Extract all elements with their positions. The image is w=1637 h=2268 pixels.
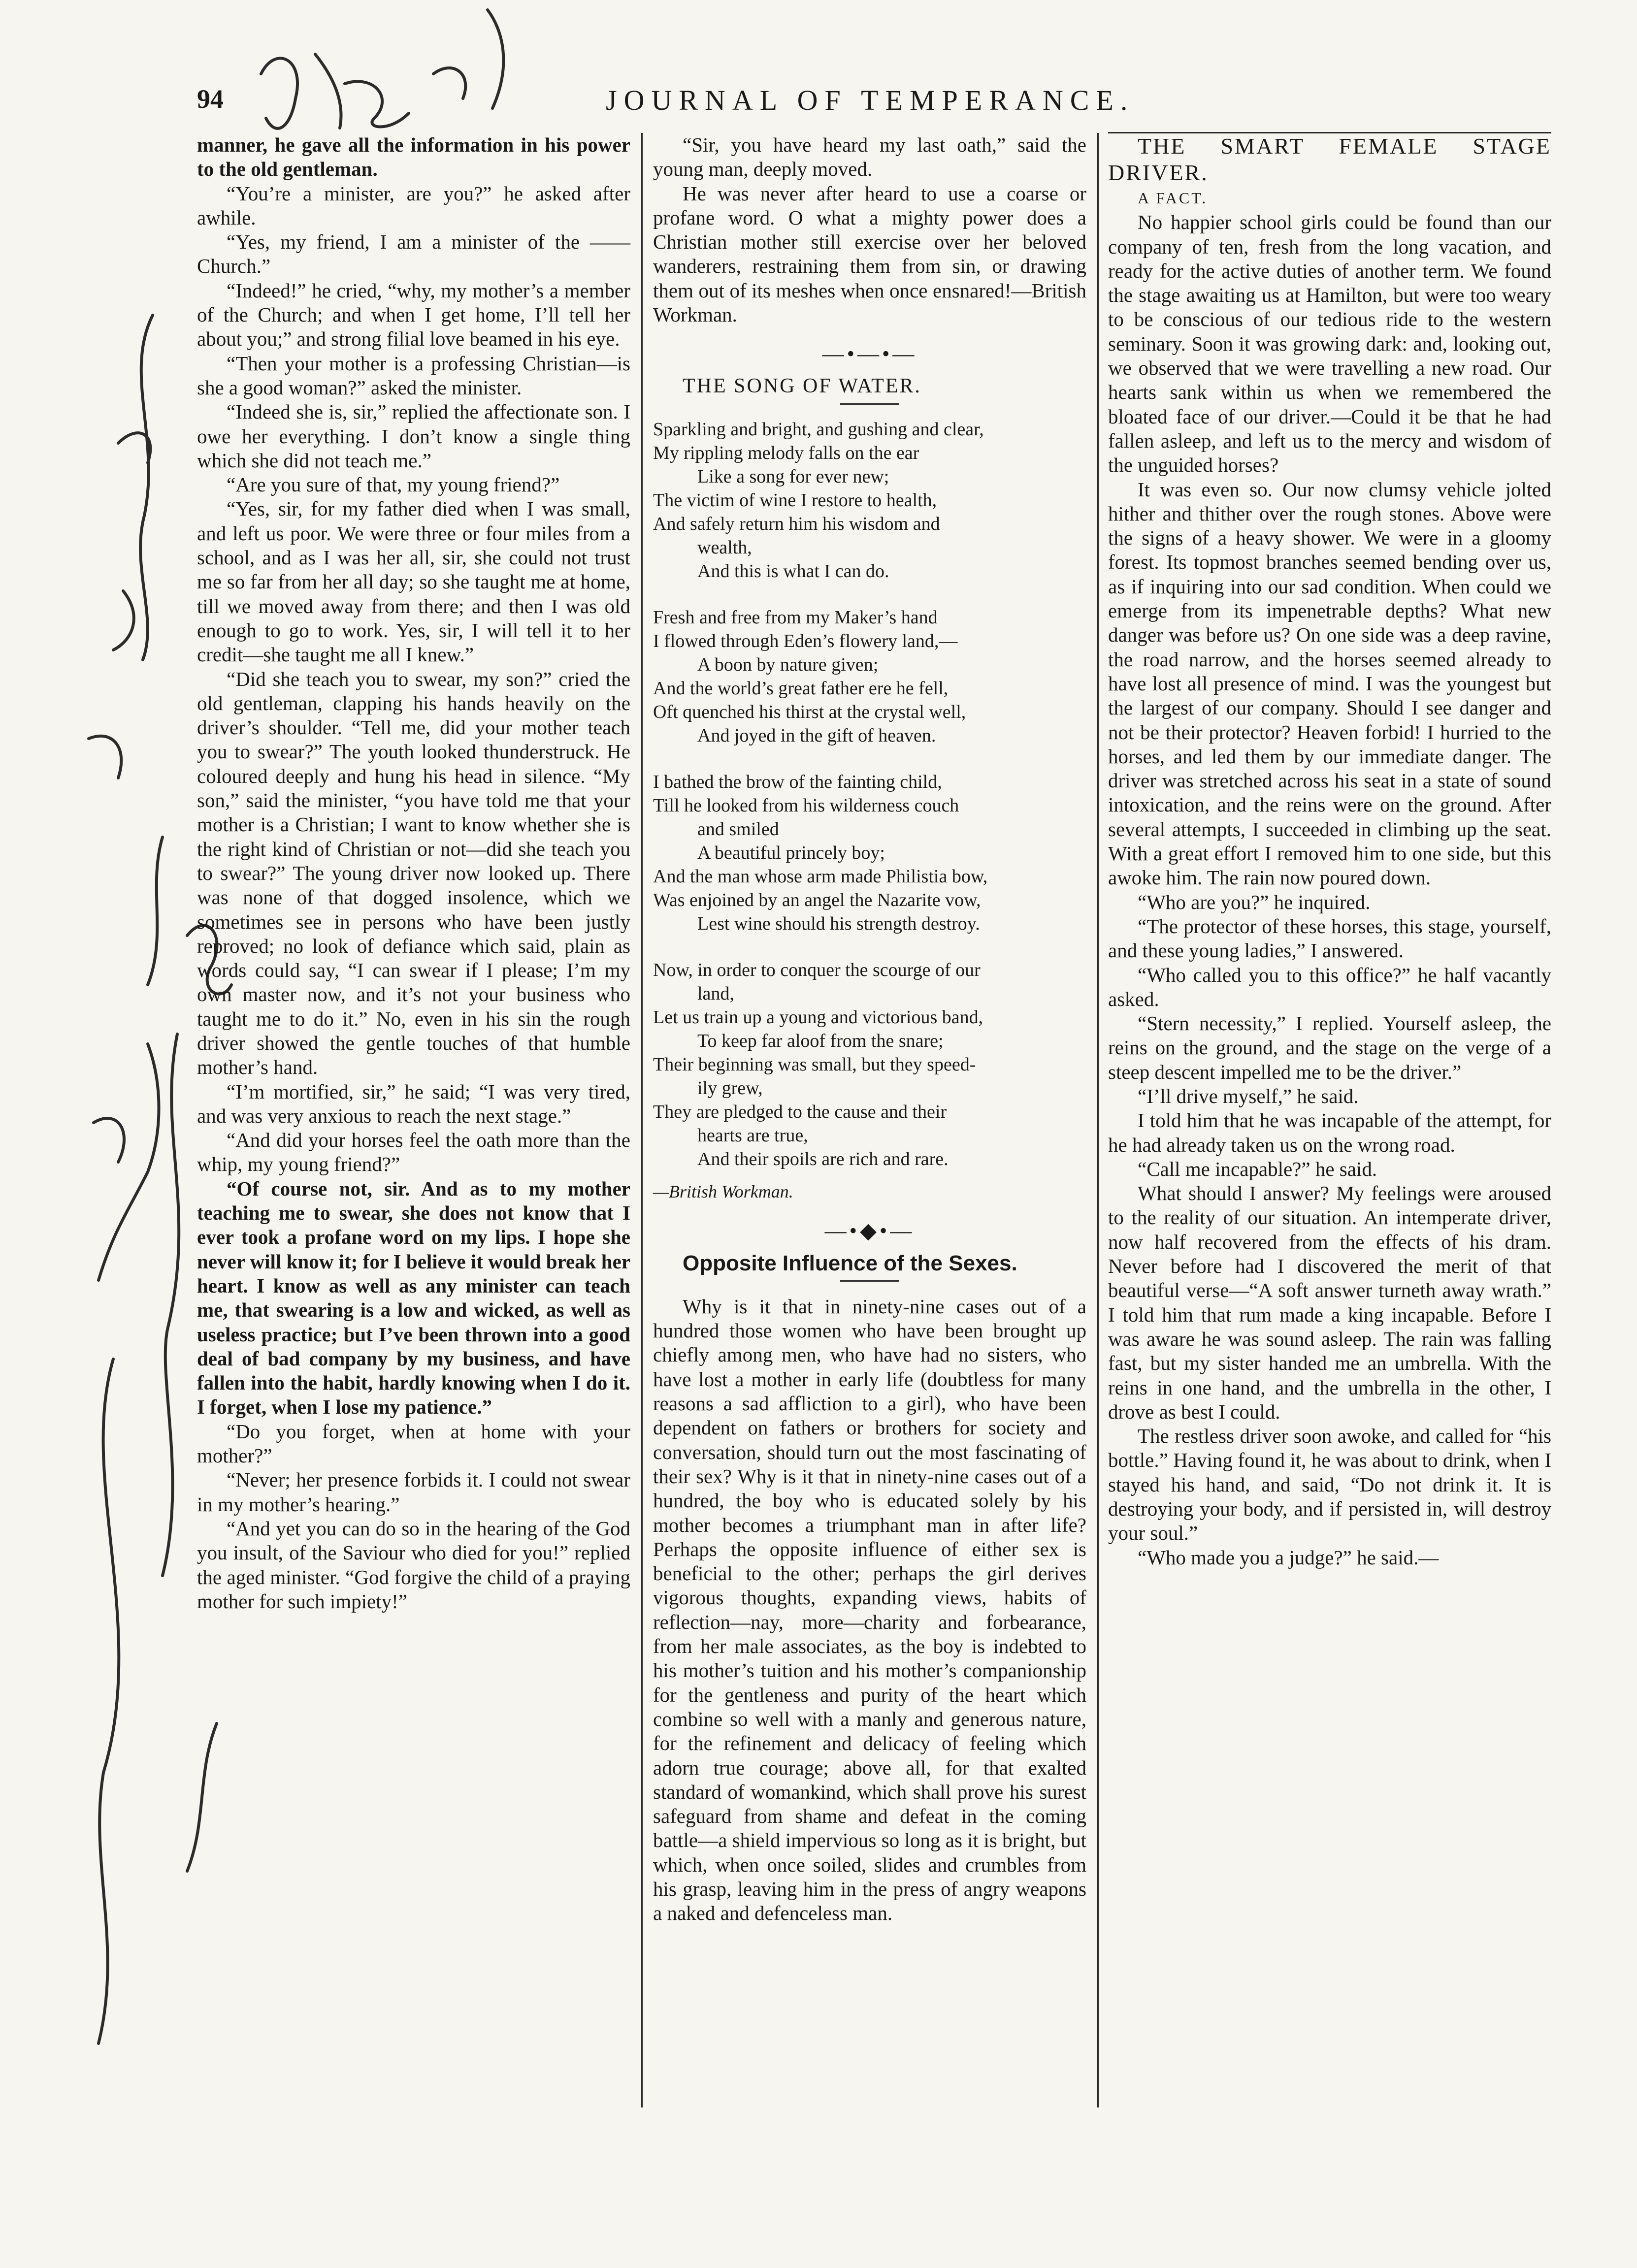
poem-line: Till he looked from his wilderness couch (653, 795, 959, 816)
poem (653, 418, 1086, 1171)
column-rule-left (641, 133, 643, 2107)
poem-line: And the man whose arm made Philistia bow, (653, 866, 988, 887)
paragraph: “Sir, you have heard my last oath,” said the young man, deeply moved. (653, 133, 1086, 181)
paragraph: “You’re a minister, are you?” he asked after awhile. (197, 182, 630, 229)
column-1 (197, 133, 630, 1614)
poem-line: And joyed in the gift of heaven. (697, 725, 936, 746)
poem-line: Sparkling and bright, and gushing and clear, (653, 419, 984, 440)
paragraph: The restless driver soon awoke, and called for “his bottle.” Having found it, he was about to drink, when I stayed his hand, and said, “Do not drink it. It is destroying your body, and if persisted in, will destroy your soul.” (1108, 1425, 1551, 1545)
poem-line: And the world’s great father ere he fell, (653, 678, 949, 699)
column-3 (1108, 133, 1551, 1570)
paragraph: What should I answer? My feelings were aroused to the reality of our situation. An intemperate driver, now half recovered from the effects of his dram. Never before had I discovered the merit of that beautiful verse—“A soft answer turneth away wrath.” I told him that rum made a king incapable. Before I was aware he was sound asleep. The rain was falling fast, but my sister handed me an umbrella. With the reins in one hand, and the umbrella in the other, I drove as best I could. (1108, 1182, 1551, 1423)
poem-line: land, (697, 983, 734, 1004)
page-header (197, 79, 1527, 128)
paragraph: He was never after heard to use a coarse or profane word. O what a mighty power does a Christian mother still exercise over her beloved wanderers, restraining them from sin, or drawing them out of its meshes when once ensnared!—British Workman. (653, 182, 1086, 326)
poem-line: and smiled (697, 818, 779, 840)
paragraph: “Indeed she is, sir,” replied the affectionate son. I owe her everything. I don’t know a single thing which she did not teach me.” (197, 400, 630, 472)
article-title: Opposite Influence of the Sexes. (683, 1251, 1017, 1275)
paragraph: “Who called you to this office?” he half vacantly asked. (1108, 963, 1551, 1010)
paragraph: “Who made you a judge?” he said.— (1138, 1546, 1439, 1569)
poem-line: hearts are true, (697, 1125, 808, 1146)
stanza-gap (653, 747, 1086, 770)
poem-title: THE SONG OF WATER. (683, 374, 921, 397)
poem-line: Lest wine should his strength destroy. (697, 913, 980, 934)
paragraph: “And did your horses feel the oath more than the whip, my young friend?” (197, 1129, 630, 1176)
poem-line: The victim of wine I restore to health, (653, 489, 937, 511)
paragraph: “I’ll drive myself,” he said. (1138, 1084, 1359, 1107)
paragraph: I told him that he was incapable of the attempt, for he had already taken us on the wrong road. (1108, 1109, 1551, 1156)
poem-line: A beautiful princely boy; (697, 842, 885, 863)
paragraph: “Never; her presence forbids it. I could not swear in my mother’s hearing.” (197, 1468, 630, 1516)
paragraph: “I’m mortified, sir,” he said; “I was very tired, and was very anxious to reach the next stage.” (197, 1080, 630, 1127)
poem-line: Let us train up a young and victorious band, (653, 1006, 983, 1028)
poem-line: I bathed the brow of the fainting child, (653, 771, 942, 792)
poem-line: A boon by nature given; (697, 654, 879, 675)
poem-line: And their spoils are rich and rare. (697, 1148, 949, 1169)
paragraph: No happier school girls could be found than our company of ten, fresh from the long vacation, and ready for the active duties of another term. We found the stage awaiting us at Hamilton, but were too weary to be conscious of our tedious ride to the western seminary. Soon it was growing dark: and, looking out, we observed that we were travelling a new road. Our hearts sank within us when we remembered the bloated face of our driver.—Could it be that he had fallen asleep, and left us to the mercy and wisdom of the unguided horses? (1108, 211, 1551, 477)
paragraph: “Call me incapable?” he said. (1138, 1157, 1377, 1180)
poem-line: I flowed through Eden’s flowery land,— (653, 630, 958, 651)
title-rule (840, 403, 899, 405)
paragraph: “Indeed!” he cried, “why, my mother’s a member of the Church; and when I get home, I’ll tell her about you;” and strong filial love beamed in his eye. (197, 279, 630, 351)
stanza-gap (653, 583, 1086, 606)
ornament-divider: —•—•— (822, 342, 917, 366)
poem-line: wealth, (697, 537, 752, 558)
poem-line: Like a song for ever new; (697, 466, 889, 487)
paragraph: “Do you forget, when at home with your mother?” (197, 1420, 630, 1467)
paragraph: “Yes, sir, for my father died when I was small, and left us poor. We were three or four miles from a school, and as I was her all, sir, she could not trust me so far from her all day; so she taught me at home, till we moved away from there; and then I was old enough to go to work. Yes, sir, I will tell it to her credit—she taught me all I knew.” (197, 497, 630, 666)
paragraph: “Did she teach you to swear, my son?” cried the old gentleman, clapping his hands heavily on the driver’s shoulder. “Tell me, did your mother teach you to swear?” The youth looked thunderstruck. He coloured deeply and hung his head in silence. “My son,” said the minister, “you have told me that your mother is a Christian; I want to know whether she is the right kind of Christian or not—did she teach you to swear?” The young driver now looked up. There was none of that dogged insolence, which we sometimes see in persons who have been justly reproved; no look of defiance which said, plain as words could say, “I can swear if I please; I’m my own master now, and it’s not your business who taught me to do it.” No, even in his sin the rough driver showed the gentle touches of that humble mother’s hand. (197, 667, 630, 1079)
paragraph: “Of course not, sir. And as to my mother teaching me to swear, she does not know that I ever took a profane word on my lips. I hope she never will know it; for I believe it would break her heart. I know as well as any minister can teach me, that swearing is a low and wicked, as well as useless practice; but I’ve been thrown into a good deal of bad company by my business, and have fallen into the habit, hardly knowing when I do it. I forget, when I lose my patience.” (197, 1177, 630, 1419)
column-2 (653, 133, 1086, 1926)
paragraph: “Are you sure of that, my young friend?” (227, 473, 560, 496)
poem-line: And this is what I can do. (697, 560, 889, 582)
paragraph: “The protector of these horses, this stage, yourself, and these young ladies,” I answered. (1108, 914, 1551, 962)
poem-line: Fresh and free from my Maker’s hand (653, 607, 938, 628)
poem-line: Was enjoined by an angel the Nazarite vow, (653, 889, 981, 910)
stanza-gap (653, 936, 1086, 958)
paragraph: Why is it that in ninety-nine cases out of a hundred those women who have been brought up chiefly among men, who have had no sisters, who have lost a mother in early life (doubtless for many reasons a sad affliction to a girl), who have been dependent on fathers or brothers for society and conversation, should turn out the most fascinating of their sex? Why is it that in ninety-nine cases out of a hundred, the boy who is educated solely by his mother becomes a triumphant man in after life? Perhaps the opposite influence of either sex is beneficial to the other; perhaps the girl derives vigorous thoughts, expanding views, habits of reflection—nay, more—charity and forbearance, from her male associates, as the boy is indebted to his mother’s tuition and his mother’s companionship for the gentleness and purity of the heart which combine so well with a manly and generous nature, for the refinement and delicacy of feeling which adorn true courage; above all, for that exalted standard of womankind, which shall prove his surest safeguard from shame and defeat in the coming battle—a shield impervious so long as it is bright, but which, when once soiled, slides and crumbles from his grasp, leaving him in the press of angry weapons a naked and defenceless man. (653, 1295, 1086, 1925)
poem-line: And safely return him his wisdom and (653, 513, 940, 534)
paragraph: “And yet you can do so in the hearing of the God you insult, of the Saviour who died for you!” replied the aged minister. “God forgive the child of a praying mother for such impiety!” (197, 1517, 630, 1613)
title-rule (840, 1280, 899, 1282)
paragraph: “Stern necessity,” I replied. Yourself asleep, the reins on the ground, and the stage on the verge of a steep descent impelled me to be the driver.” (1108, 1012, 1551, 1083)
article-title: THE SMART FEMALE STAGE DRIVER. (1108, 133, 1551, 185)
paragraph: It was even so. Our now clumsy vehicle jolted hither and thither over the rough stones. Above were the signs of a heavy shower. We were in a gloomy forest. Its topmost branches seemed bending over us, as if inquiring into our sad condition. When could we emerge from its impenetrable depths? What new danger was before us? On one side was a deep ravine, the road narrow, and the horses seemed already to have lost all presence of mind. I was the youngest but the largest of our company. Should I see danger and not be their protector? Heaven forbid! I hurried to the horses, and led them by our immediate danger. The driver was stretched across his seat in a state of sound intoxication, and the reins were on the ground. After several attempts, I succeeded in climbing up the seat. With a great effort I removed him to one side, but this awoke him. The rain now poured down. (1108, 478, 1551, 889)
ornament-divider: —•◆•— (824, 1219, 915, 1243)
poem-line: To keep far aloof from the snare; (697, 1030, 944, 1051)
article-subtitle: A FACT. (1138, 189, 1208, 207)
paragraph: “Yes, my friend, I am a minister of the —— Church.” (197, 230, 630, 278)
poem-line: My rippling melody falls on the ear (653, 442, 919, 463)
paragraph: “Who are you?” he inquired. (1138, 890, 1371, 913)
poem-line: Oft quenched his thirst at the crystal well, (653, 701, 966, 722)
poem-line: ily grew, (697, 1077, 763, 1099)
poem-line: Their beginning was small, but they speed- (653, 1054, 976, 1075)
poem-line: Now, in order to conquer the scourge of our (653, 959, 981, 980)
poem-source: —British Workman. (653, 1181, 793, 1201)
paragraph: manner, he gave all the information in his power to the old gentleman. (197, 133, 630, 181)
column-rule-right (1097, 133, 1099, 2107)
poem-line: They are pledged to the cause and their (653, 1101, 947, 1122)
journal-title: JOURNAL OF TEMPERANCE. (606, 84, 1135, 116)
paragraph: “Then your mother is a professing Christian—is she a good woman?” asked the minister. (197, 352, 630, 399)
page-number: 94 (197, 84, 224, 114)
